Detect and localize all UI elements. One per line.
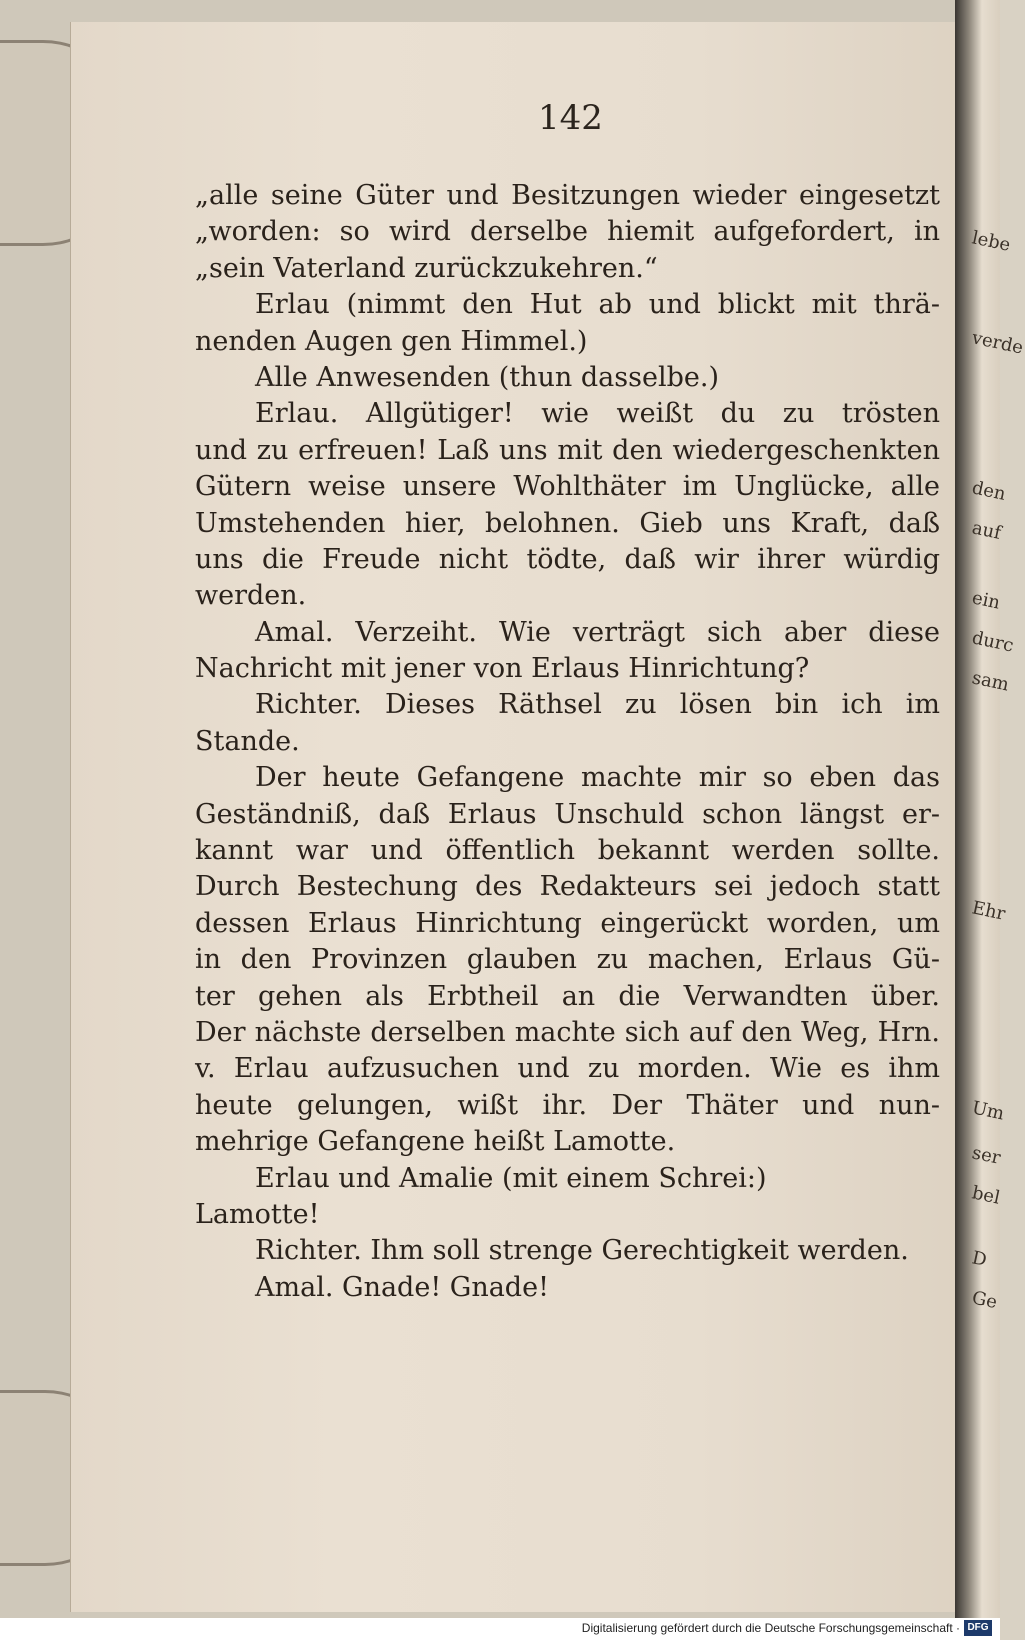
neighbor-fragment: bel	[970, 1182, 1002, 1209]
text-line: Durch Bestechung des Redakteurs sei jedoch statt	[195, 871, 940, 903]
page-body-text	[195, 178, 940, 1306]
text-line: Erlau. Allgütiger! wie weißt du zu trösten	[255, 398, 940, 430]
page-number: 142	[538, 98, 603, 138]
text-line: nenden Augen gen Himmel.)	[195, 325, 588, 357]
neighbor-fragment: sam	[970, 667, 1011, 696]
text-line: in den Provinzen glauben zu machen, Erlaus Gü-	[195, 944, 940, 976]
neighbor-fragment: verde	[970, 327, 1025, 359]
text-line: Amal. Gnade! Gnade!	[255, 1271, 549, 1303]
neighbor-fragment: ein	[970, 587, 1002, 614]
text-line: Geständniß, daß Erlaus Unschuld schon längst er-	[195, 798, 940, 830]
text-line: „alle seine Güter und Besitzungen wieder eingesetzt	[195, 180, 940, 211]
text-line: und zu erfreuen! Laß uns mit den wiedergeschenkten	[195, 434, 940, 466]
text-line: werden.	[195, 580, 307, 612]
text-line: Der nächste derselben machte sich auf den Weg, Hrn.	[195, 1016, 940, 1048]
text-line: Umstehenden hier, belohnen. Gieb uns Kraft, daß	[195, 507, 940, 539]
neighbor-fragment: lebe	[970, 227, 1013, 256]
text-line: Erlau und Amalie (mit einem Schrei:)	[255, 1162, 767, 1194]
digitization-footer	[0, 1618, 1000, 1640]
neighbor-fragment: D	[970, 1247, 989, 1271]
footer-credit: Digitalisierung gefördert durch die Deutsche Forschungsgemeinschaft ·	[581, 1621, 960, 1635]
neighbor-fragment: durc	[970, 627, 1016, 657]
text-line: „worden: so wird derselbe hiemit aufgefordert, in	[195, 216, 940, 248]
text-line: Gütern weise unsere Wohlthäter im Unglücke, alle	[195, 471, 940, 503]
text-line: dessen Erlaus Hinrichtung eingerückt worden, um	[195, 907, 940, 939]
neighbor-fragment: Ehr	[970, 897, 1008, 925]
text-line: Erlau (nimmt den Hut ab und blickt mit thrä-	[255, 289, 940, 321]
text-line: ter gehen als Erbtheil an die Verwandten über.	[195, 980, 940, 1012]
neighbor-fragment: auf	[970, 517, 1003, 544]
text-line: v. Erlau aufzusuchen und zu morden. Wie es ihm	[195, 1053, 940, 1085]
text-line: uns die Freude nicht tödte, daß wir ihrer würdig	[195, 543, 940, 575]
text-line: Der heute Gefangene machte mir so eben das	[255, 762, 940, 794]
neighbor-fragment: Um	[970, 1097, 1007, 1125]
text-line: Amal. Verzeiht. Wie verträgt sich aber diese	[255, 616, 940, 648]
text-line: „sein Vaterland zurückzukehren.“	[195, 252, 658, 284]
dfg-logo: DFG	[964, 1620, 992, 1636]
text-line: mehrige Gefangene heißt Lamotte.	[195, 1126, 676, 1158]
text-line: heute gelungen, wißt ihr. Der Thäter und nun-	[195, 1089, 940, 1121]
text-line: Nachricht mit jener von Erlaus Hinrichtung?	[195, 653, 810, 685]
neighbor-fragment: Ge	[970, 1287, 999, 1314]
text-line: Alle Anwesenden (thun dasselbe.)	[255, 361, 719, 393]
neighbor-fragment: ser	[970, 1142, 1003, 1169]
neighbor-fragment: den	[970, 477, 1008, 505]
text-line: Lamotte!	[195, 1198, 320, 1230]
text-line: kannt war und öffentlich bekannt werden sollte.	[195, 835, 940, 867]
text-line: Stande.	[195, 725, 300, 757]
text-line: Richter. Ihm soll strenge Gerechtigkeit werden.	[255, 1235, 909, 1267]
text-line: Richter. Dieses Räthsel zu lösen bin ich im	[255, 689, 940, 721]
